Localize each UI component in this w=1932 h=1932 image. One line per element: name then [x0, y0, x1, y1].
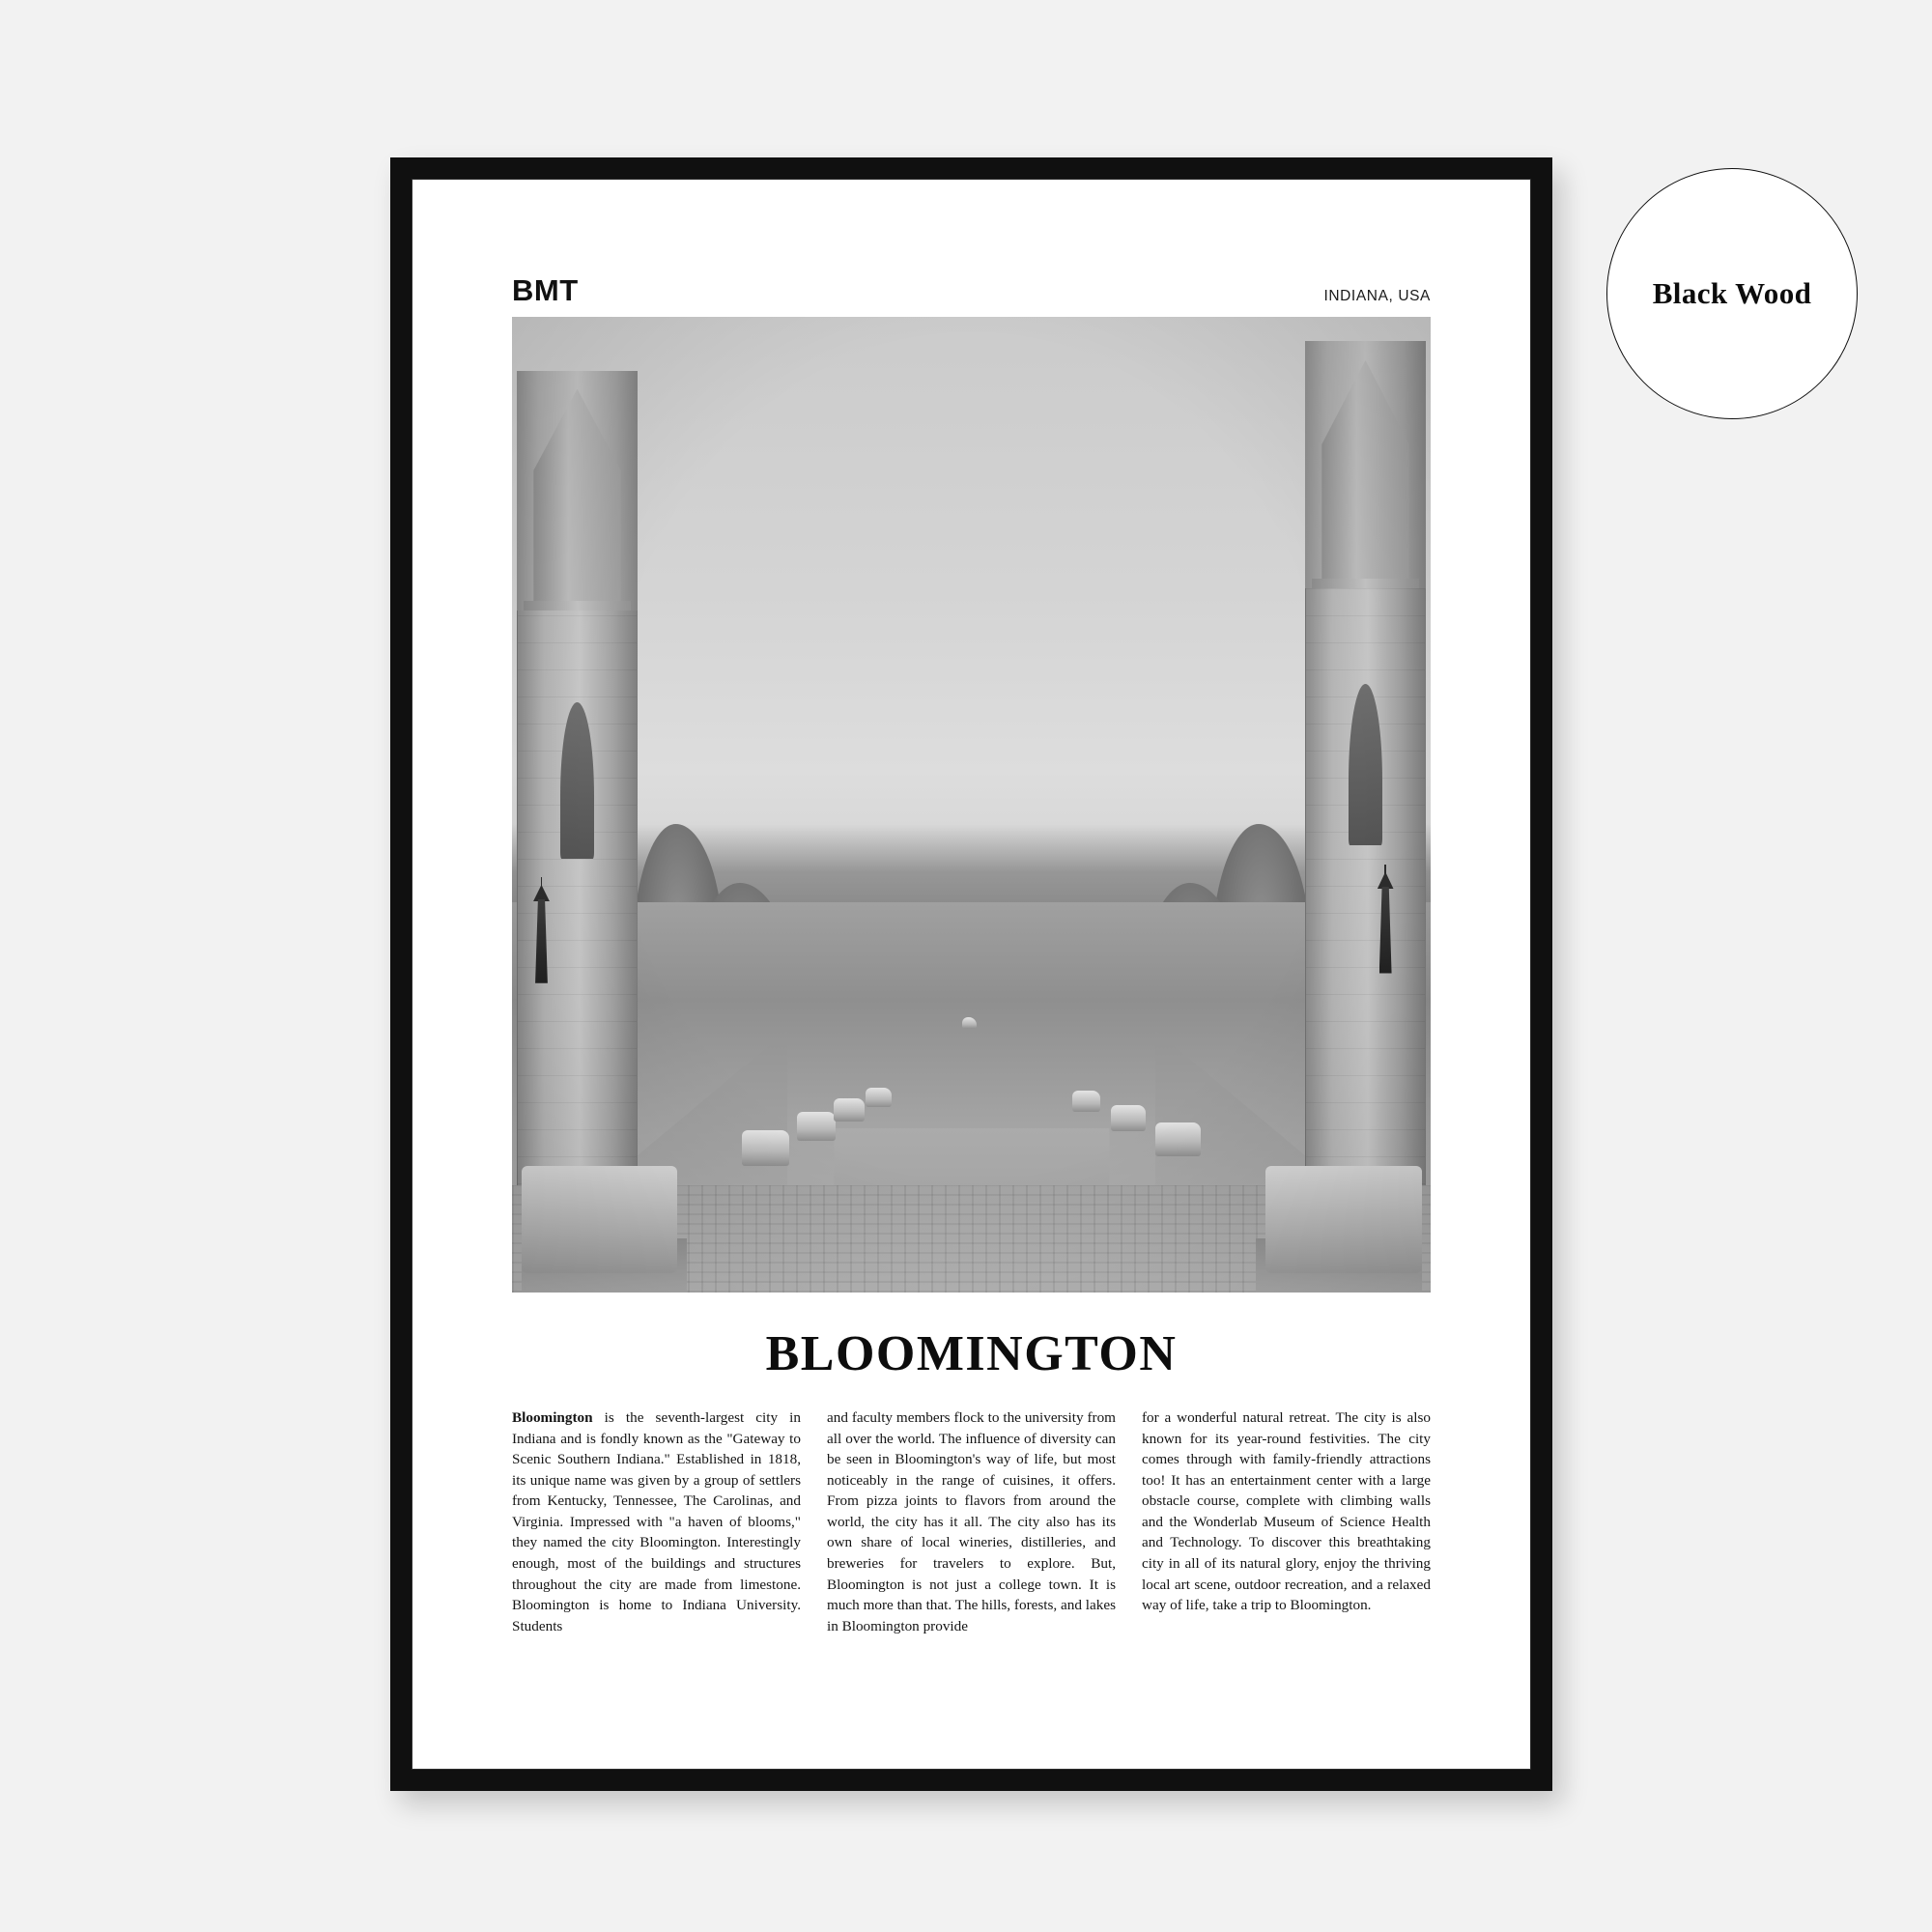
- poster-header: [512, 267, 1431, 305]
- poster-body-column-3: for a wonderful natural retreat. The city is also known for its year-round festivities. The city comes through with family-friendly attractions too! It has an entertainment center with a large obstacle course, complete with climbing walls and the Wonderlab Museum of Science Health and Technology. To discover this breathtaking city in all of its natural glory, enjoy the thriving local art scene, outdoor recreation, and a relaxed way of life, take a trip to Bloomington.: [1142, 1409, 1431, 1614]
- poster-body-column-1-text: is the seventh-largest city in Indiana and is fondly known as the "Gateway to Scenic Southern Indiana." Established in 1818, its unique name was given by a group of settlers from Kentucky, Tennessee, The Carolinas, and Virginia. Impressed with "a haven of blooms," they named the city Bloomington. Interestingly enough, most of the buildings and structures throughout the city are made from limestone. Bloomington is home to Indiana University. Students: [512, 1409, 801, 1634]
- poster-photo: [512, 317, 1431, 1293]
- poster-body-column-2: and faculty members flock to the university from all over the world. The influence of diversity can be seen in Bloomington's way of life, but most noticeably in the range of cuisines, it offers. From pizza joints to flavors from around the world, the city has it all. The city also has its own share of local wineries, distilleries, and breweries for travelers to explore. But, Bloomington is not just a college town. It is much more than that. The hills, forests, and lakes in Bloomington provide: [827, 1409, 1116, 1634]
- picture-frame: [390, 157, 1552, 1791]
- poster-body-column-1: [512, 1407, 801, 1636]
- poster-body-columns: [512, 1407, 1431, 1636]
- poster-brand-code: BMT: [512, 273, 579, 307]
- photo-vignette: [512, 317, 1431, 1293]
- material-badge: [1606, 168, 1858, 419]
- frame-inner-bevel: [412, 179, 1531, 1770]
- poster-body-lead-word: Bloomington: [512, 1409, 593, 1426]
- poster-title: BLOOMINGTON: [765, 1326, 1178, 1381]
- poster-region-label: INDIANA, USA: [1323, 287, 1431, 304]
- poster: [412, 180, 1530, 1769]
- material-badge-label: Black Wood: [1652, 276, 1812, 310]
